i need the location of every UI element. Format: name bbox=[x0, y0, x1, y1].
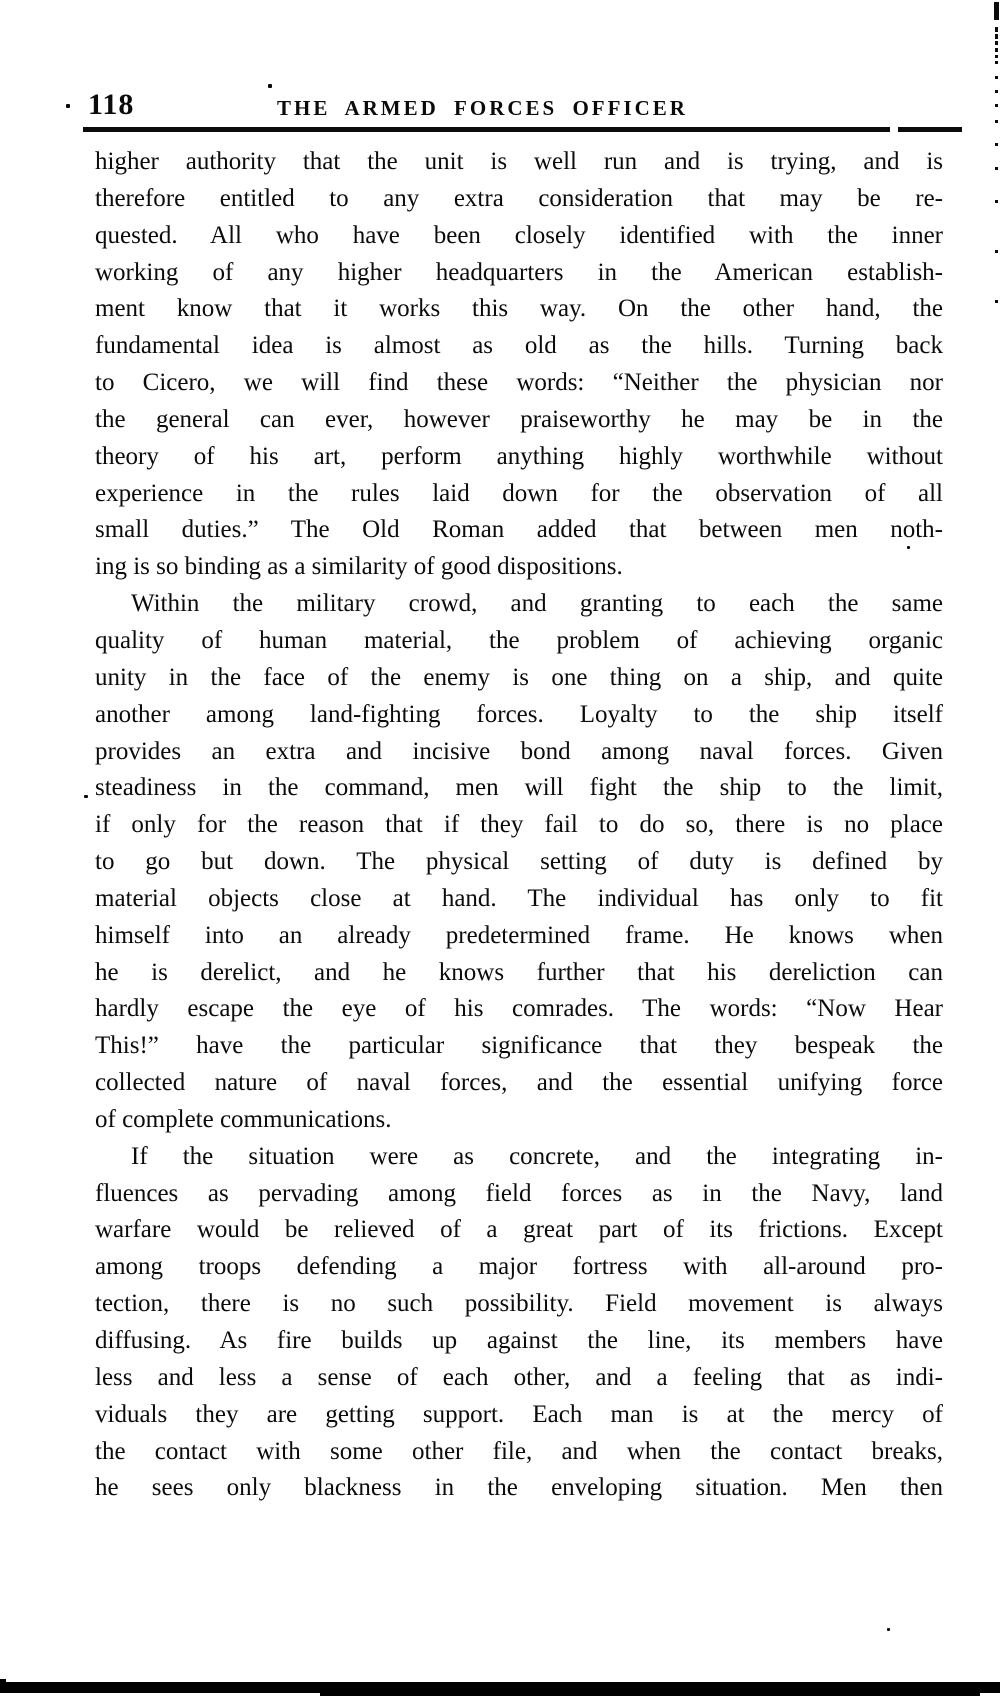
body-text bbox=[95, 144, 943, 1507]
text-line: to go but down. The physical setting of duty is defined by bbox=[95, 848, 943, 876]
text-line: ment know that it works this way. On the other hand, the bbox=[95, 295, 943, 323]
text-line: tection, there is no such possibility. Field movement is always bbox=[95, 1290, 943, 1318]
text-line: provides an extra and incisive bond among naval forces. Given bbox=[95, 737, 943, 765]
text-line: collected nature of naval forces, and the essential unifying force bbox=[95, 1069, 943, 1097]
text-line: hardly escape the eye of his comrades. The words: “Now Hear bbox=[95, 995, 943, 1023]
text-line: the general can ever, however praiseworthy he may be in the bbox=[95, 405, 943, 433]
text-line: diffusing. As fire builds up against the line, its members have bbox=[95, 1327, 943, 1354]
scan-edge-mark bbox=[995, 90, 998, 93]
scan-edge-mark bbox=[995, 143, 998, 146]
scan-edge-mark bbox=[995, 104, 998, 107]
scan-bottom-bar-thick bbox=[320, 1693, 980, 1696]
text-line: ing is so binding as a similarity of good dispositions. bbox=[95, 553, 623, 581]
text-line: he sees only blackness in the enveloping situation. Men then bbox=[95, 1474, 943, 1502]
scan-edge-mark bbox=[995, 120, 998, 123]
scan-edge-mark bbox=[995, 27, 998, 32]
text-line: among troops defending a major fortress with all-around pro- bbox=[95, 1253, 943, 1281]
header-rule-segment bbox=[898, 127, 962, 132]
text-line: less and less a sense of each other, and a feeling that as indi- bbox=[95, 1363, 943, 1391]
running-title: THE ARMED FORCES OFFICER bbox=[277, 96, 688, 120]
text-line: viduals they are getting support. Each man is at the mercy of bbox=[95, 1400, 943, 1428]
text-line: the contact with some other file, and when the contact breaks, bbox=[95, 1437, 943, 1465]
scan-edge-mark bbox=[995, 48, 998, 52]
scan-edge-mark bbox=[995, 250, 998, 253]
text-line: This!” have the particular significance that they bespeak the bbox=[95, 1032, 943, 1060]
text-line: of complete communications. bbox=[95, 1105, 392, 1133]
text-line: another among land-fighting forces. Loyalty to the ship itself bbox=[95, 700, 943, 728]
text-line: warfare would be relieved of a great part of its frictions. Except bbox=[95, 1216, 943, 1244]
text-line: steadiness in the command, men will fight the ship to the limit, bbox=[95, 774, 943, 802]
text-line: unity in the face of the enemy is one thing on a ship, and quite bbox=[95, 663, 943, 691]
text-line: quality of human material, the problem of achieving organic bbox=[95, 626, 943, 654]
scan-edge-mark bbox=[995, 167, 998, 170]
text-line: therefore entitled to any extra consideration that may be re- bbox=[95, 184, 943, 212]
scan-edge-mark bbox=[995, 34, 998, 39]
text-line: material objects close at hand. The individual has only to fit bbox=[95, 884, 943, 912]
text-line: experience in the rules laid down for the observation of all bbox=[95, 479, 943, 507]
text-line: he is derelict, and he knows further that his dereliction can bbox=[95, 958, 943, 986]
scan-bottom-bar bbox=[0, 1682, 1000, 1693]
text-line: small duties.” The Old Roman added that between men noth- bbox=[95, 516, 943, 544]
text-line: if only for the reason that if they fail to do so, there is no place bbox=[95, 811, 943, 839]
ink-speck bbox=[887, 1628, 890, 1631]
text-line: theory of his art, perform anything highly worthwhile without bbox=[95, 442, 943, 470]
text-line: If the situation were as concrete, and the integrating in- bbox=[131, 1142, 943, 1170]
text-line: himself into an already predetermined frame. He knows when bbox=[95, 921, 943, 949]
scan-edge-mark bbox=[995, 55, 998, 58]
ink-speck bbox=[268, 84, 272, 88]
ink-speck bbox=[84, 795, 88, 798]
text-line: quested. All who have been closely identified with the inner bbox=[95, 221, 943, 249]
text-line: fluences as pervading among field forces as in the Navy, land bbox=[95, 1179, 943, 1207]
page-number: 118 bbox=[88, 88, 135, 121]
scan-edge-mark bbox=[994, 2, 999, 20]
scan-edge-mark bbox=[995, 61, 998, 64]
header-rule bbox=[83, 127, 890, 132]
text-line: working of any higher headquarters in the American establish- bbox=[95, 258, 943, 286]
scan-edge-mark bbox=[995, 300, 998, 303]
text-line: to Cicero, we will find these words: “Neither the physician nor bbox=[95, 369, 943, 397]
ink-speck bbox=[66, 104, 70, 108]
scan-edge-mark bbox=[995, 76, 998, 79]
scan-edge-mark bbox=[995, 41, 998, 45]
scan-edge-mark bbox=[995, 200, 998, 203]
text-line: higher authority that the unit is well run and is trying, and is bbox=[95, 148, 943, 175]
text-line: Within the military crowd, and granting to each the same bbox=[131, 590, 943, 618]
ink-speck bbox=[907, 546, 910, 549]
text-line: fundamental idea is almost as old as the hills. Turning back bbox=[95, 332, 943, 360]
